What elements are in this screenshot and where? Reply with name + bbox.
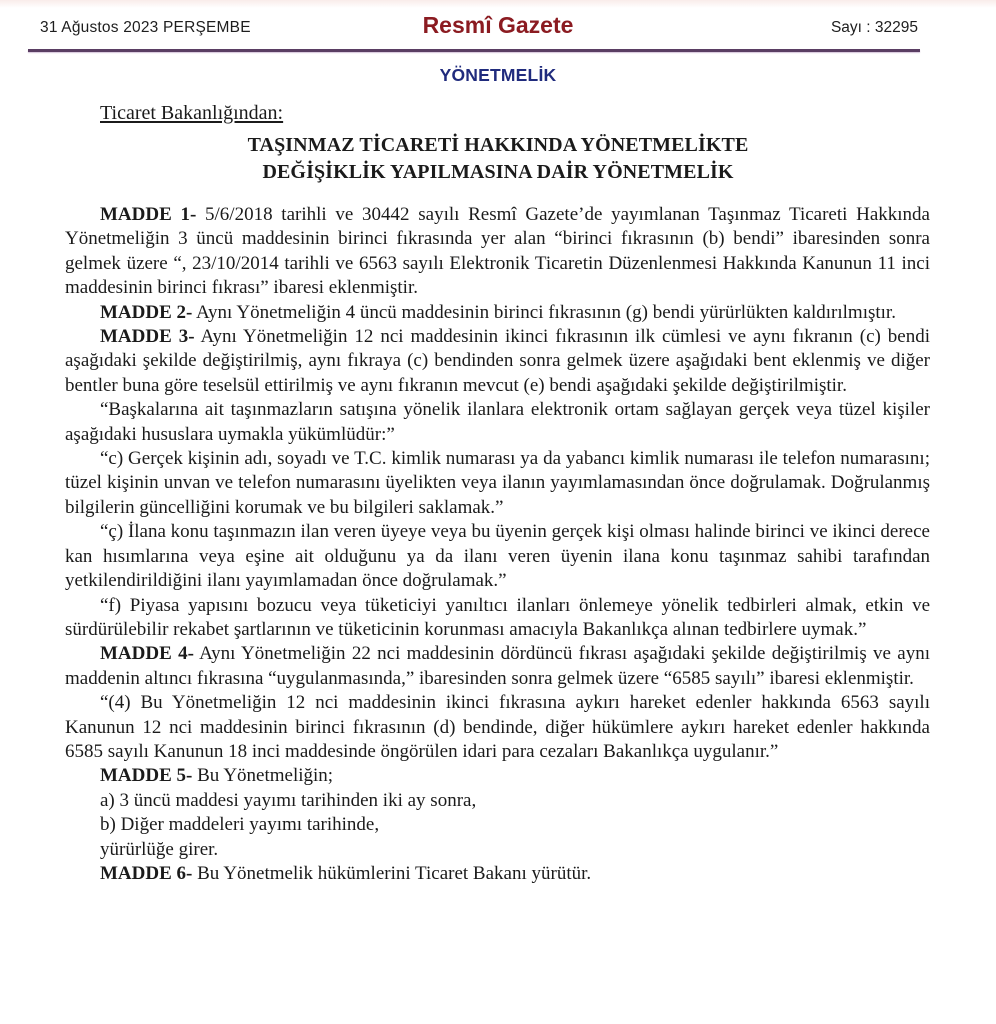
article-label: MADDE 4- [100,643,194,665]
paragraph-text: “c) Gerçek kişinin adı, soyadı ve T.C. kimlik numarası ya da yabancı kimlik numarası ile telefon numarasını; tüzel kişinin unvan ve telefon numarasını üyelikten veya ilanın yayımlamasından önce doğrulamak. Doğrulanmış bilgilerin güncelliğini korumak ve bu bilgileri saklamak.” [65,448,930,518]
article-paragraph [65,325,930,398]
subclause-line [65,838,930,862]
regulation-title-line2: DEĞİŞİKLİK YAPILMASINA DAİR YÖNETMELİK [262,161,734,183]
paragraph-text: Bu Yönetmelik hükümlerini Ticaret Bakanı yürütür. [192,862,592,884]
regulation-title [0,132,996,186]
article-paragraph [65,642,930,691]
paragraph-text: “ç) İlana konu taşınmazın ilan veren üyeye veya bu üyenin gerçek kişi olması halinde birinci ve ikinci derece kan hısımlarına veya eşine ait olduğunu ya da ilanı veren üyenin ilana konu taşınmaz sahibi tarafından yetkilendirildiğini ilanı yayımlamadan önce doğrulamak.” [65,521,930,592]
article-paragraph [65,301,930,325]
subclause-line [65,813,930,837]
paragraph-text: Aynı Yönetmeliğin 12 nci maddesinin ikinci fıkrasının ilk cümlesi ve aynı fıkranın (c) bendi aşağıdaki şekilde değiştirilmiş, aynı fıkraya (c) bendinden sonra gelmek üzere aşağıdaki bent eklenmiş ve diğer bentler buna göre teselsül ettirilmiş ve aynı fıkranın mevcut (e) bendi aşağıdaki şekilde değiştirilmiştir. [65,326,931,396]
paragraph-text: “Başkalarına ait taşınmazların satışına yönelik ilanlara elektronik ortam sağlayan gerçek veya tüzel kişiler aşağıdaki hususlara uymakla yükümlüdür:” [65,399,930,445]
publication-date: 31 Ağustos 2023 PERŞEMBE [40,19,251,36]
regulation-title-line1: TAŞINMAZ TİCARETİ HAKKINDA YÖNETMELİKTE [247,134,749,156]
article-label: MADDE 1- [100,204,197,225]
issue-number: Sayı : 32295 [830,19,918,36]
paragraph-text: Bu Yönetmeliğin; [192,765,334,787]
document-body [65,203,930,886]
quoted-provision-paragraph [65,398,930,447]
article-label: MADDE 5- [100,765,193,787]
paragraph-text: “f) Piyasa yapısını bozucu veya tüketiciyi yanıltıcı ilanları önlemeye yönelik tedbirleri almak, etkin ve sürdürülebilir rekabet şartlarının ve tüketicinin korunması amacıyla Bakanlıkça alınan tedbirlere uymak.” [65,594,930,640]
paragraph-text: yürürlüğe girer. [100,838,219,860]
paragraph-text: a) 3 üncü maddesi yayımı tarihinden iki ay sonra, [100,789,477,811]
article-label: MADDE 2- [100,301,193,323]
subclause-line [65,789,930,813]
article-label: MADDE 3- [100,326,195,348]
header-divider-rule [28,49,920,52]
article-paragraph [65,862,930,886]
quoted-provision-paragraph [65,447,930,520]
article-paragraph [65,764,930,788]
article-label: MADDE 6- [100,862,193,884]
gazette-header [0,12,996,46]
paragraph-text: 5/6/2018 tarihli ve 30442 sayılı Resmî Gazete’de yayımlanan Taşınmaz Ticareti Hakkında Yönetmeliğin 3 üncü maddesinin birinci fıkrasında yer alan “birinci fıkrasının (b) bendi” ibaresinden sonra gelmek üzere “, 23/10/2014 tarihli ve 6563 sayılı Elektronik Ticaretin Düzenlenmesi Hakkında Kanunun 11 inci maddesinin birinci fıkrası” ibaresi eklenmiştir. [65,204,930,299]
quoted-provision-paragraph [65,594,930,643]
issuing-ministry-line [100,102,996,125]
section-kicker: YÖNETMELİK [439,65,557,85]
paragraph-text: b) Diğer maddeleri yayımı tarihinde, [100,814,380,836]
quoted-provision-paragraph [65,691,930,764]
article-paragraph [65,203,930,301]
paragraph-text: “(4) Bu Yönetmeliğin 12 nci maddesinin ikinci fıkrasına aykırı hareket edenler hakkında 6563 sayılı Kanunun 12 nci maddesinin birinci fıkrasının (d) bendinde, diğer hükümlere aykırı hareket edenler hakkında 6585 sayılı Kanunun 18 inci maddesinde öngörülen idari para cezaları Bakanlıkça uygulanır.” [65,692,930,762]
top-edge-tint [0,0,996,8]
paragraph-text: Aynı Yönetmeliğin 22 nci maddesinin dördüncü fıkrası aşağıdaki şekilde değiştirilmiş ve aynı maddenin altıncı fıkrasına “uygulanmasında,” ibaresinden sonra gelmek üzere “6585 sayılı” ibaresi eklenmiştir. [65,643,930,689]
quoted-provision-paragraph [65,520,930,593]
issuing-ministry-text: Ticaret Bakanlığından: [100,102,284,124]
masthead-title: Resmî Gazete [422,12,574,38]
paragraph-text: Aynı Yönetmeliğin 4 üncü maddesinin birinci fıkrasının (g) bendi yürürlükten kaldırılmıştır. [192,301,896,323]
